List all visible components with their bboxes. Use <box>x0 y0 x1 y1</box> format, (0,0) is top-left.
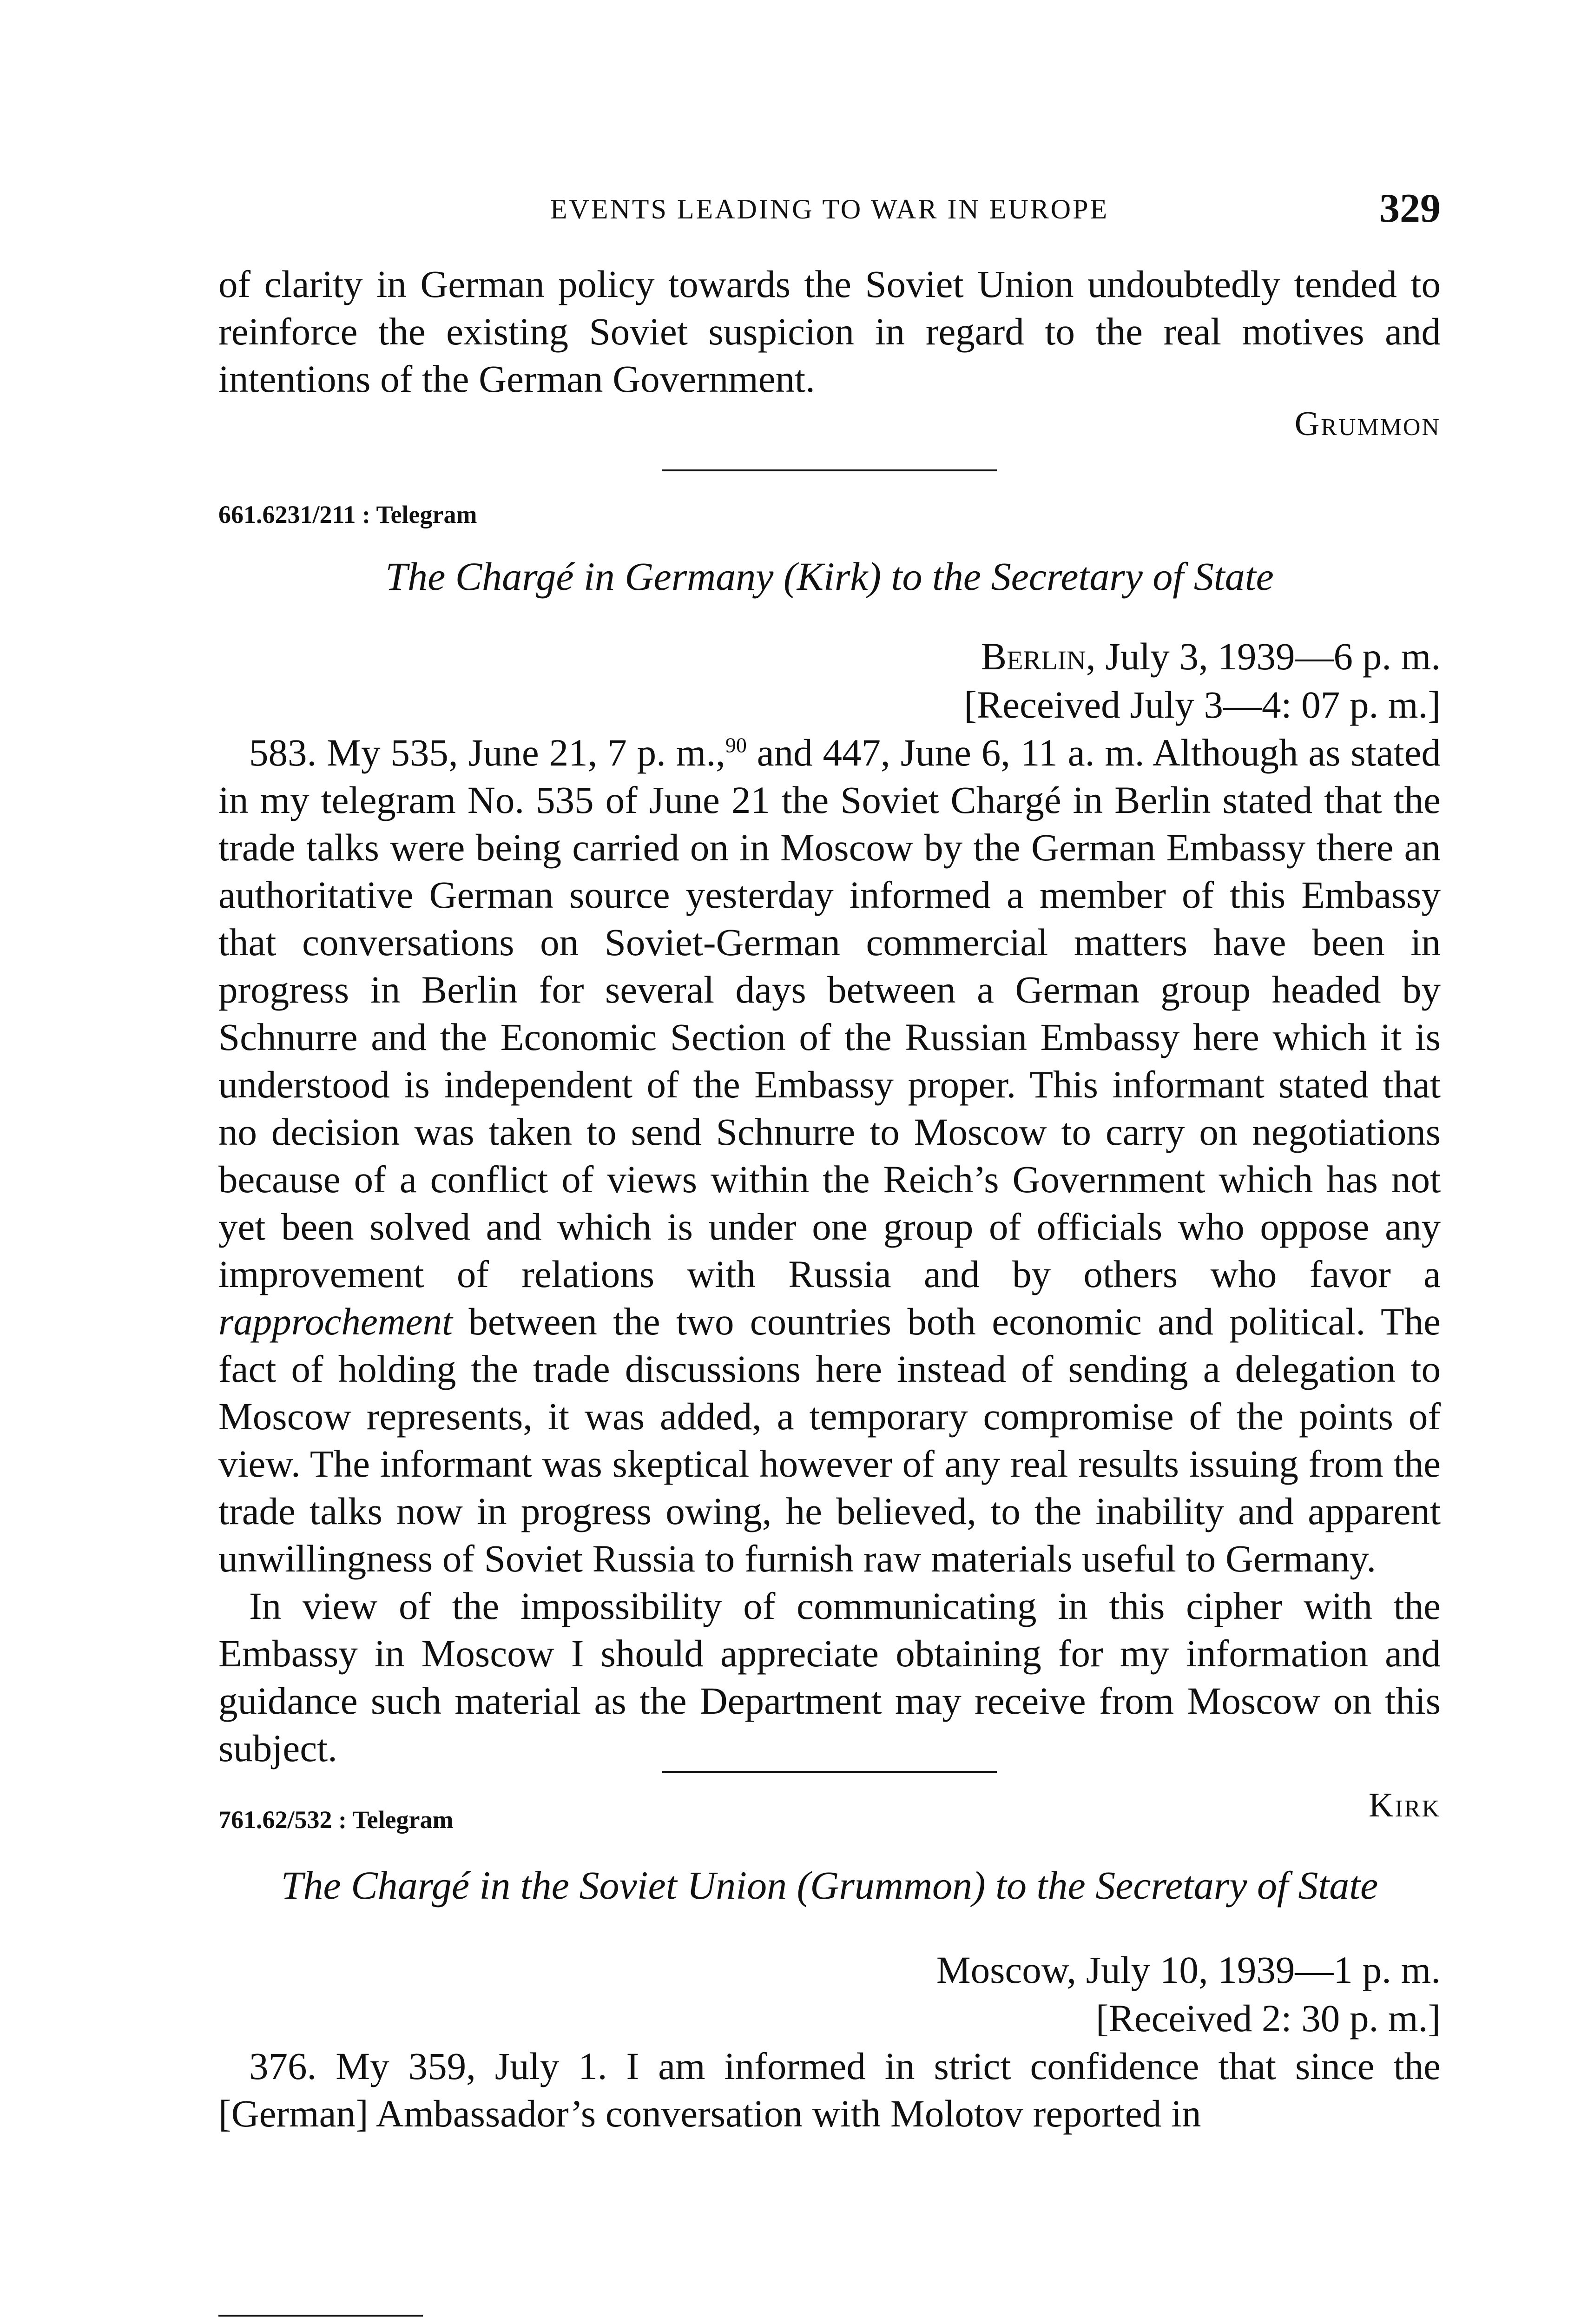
signature-grummon: Grummon <box>1294 405 1441 443</box>
signature-kirk: Kirk <box>1369 1786 1441 1824</box>
dateline <box>218 632 1441 680</box>
continuation-paragraph: of clarity in German policy towards the Soviet Union undoubtedly tended to reinforce the existing Soviet suspicion in regard to the real motives and intentions of the German Government. <box>218 263 1441 400</box>
telegram-paragraph-1: 376. My 359, July 1. I am informed in strict confidence that since the [German] Ambassador’s conversation with Molotov reported in <box>218 2045 1441 2135</box>
received-line: [Received July 3—4: 07 p. m.] <box>964 683 1441 726</box>
section-divider <box>662 1771 997 1773</box>
telegram-paragraph-2: In view of the impossibility of communicating in this cipher with the Embassy in Moscow I should appreciate obtaining for my information and guidance such material as the Department may receive from Moscow on this subject. <box>218 1585 1441 1769</box>
file-reference: 761.62/532 : Telegram <box>218 1806 454 1834</box>
paragraph-text: 583. My 535, June 21, 7 p. m., <box>249 731 725 774</box>
page-number: 329 <box>1379 186 1441 231</box>
dateline-date: July 3, 1939—6 p. m. <box>1105 635 1441 678</box>
document-header: The Chargé in the Soviet Union (Grummon) to the Secretary of State <box>281 1863 1378 1908</box>
footnote-reference: 90 <box>725 733 747 757</box>
received-line: [Received 2: 30 p. m.] <box>1095 1997 1441 2040</box>
document-grummon <box>218 1771 1441 2137</box>
document-header: The Chargé in Germany (Kirk) to the Secretary of State <box>385 554 1274 599</box>
italic-term: rapprochement <box>218 1300 453 1343</box>
document-kirk <box>218 469 1441 1825</box>
dateline-place: Berlin, <box>981 635 1096 678</box>
telegram-paragraph-1 <box>218 729 1441 1582</box>
paragraph-text: between the two countries both economic and political. The fact of holding the trade discussions here instead of sending a delegation to Moscow represents, it was added, a temporary compromise of the points of view. The informant was skeptical however of any real results issuing from the trade talks now in progress owing, he believed, to the inability and apparent unwillingness of Soviet Russia to furnish raw materials useful to Germany. <box>218 1300 1441 1580</box>
running-title: EVENTS LEADING TO WAR IN EUROPE <box>550 194 1109 224</box>
file-reference: 661.6231/211 : Telegram <box>218 501 477 528</box>
footnote-divider <box>218 2315 423 2317</box>
paragraph-text: and 447, June 6, 11 a. m. Although as stated in my telegram No. 535 of June 21 the Soviet Chargé in Berlin stated that the trade talks were being carried on in Moscow by the German Embassy there an authoritative German source yesterday informed a member of this Embassy that conversations on Soviet-German commercial matters have been in progress in Berlin for several days between a German group headed by Schnurre and the Economic Section of the Russian Embassy here which it is understood is independent of the Embassy proper. This informant stated that no decision was taken to send Schnurre to Moscow to carry on negotiations because of a conflict of views within the Reich’s Government which has not yet been solved and which is under one group of officials who oppose any improvement of relations with Russia and by others who favor a <box>218 731 1441 1295</box>
continuation-block <box>218 260 1441 444</box>
section-divider <box>662 469 997 471</box>
running-head <box>218 185 1441 236</box>
footnotes <box>218 2315 1441 2324</box>
dateline: Moscow, July 10, 1939—1 p. m. <box>936 1948 1441 1991</box>
